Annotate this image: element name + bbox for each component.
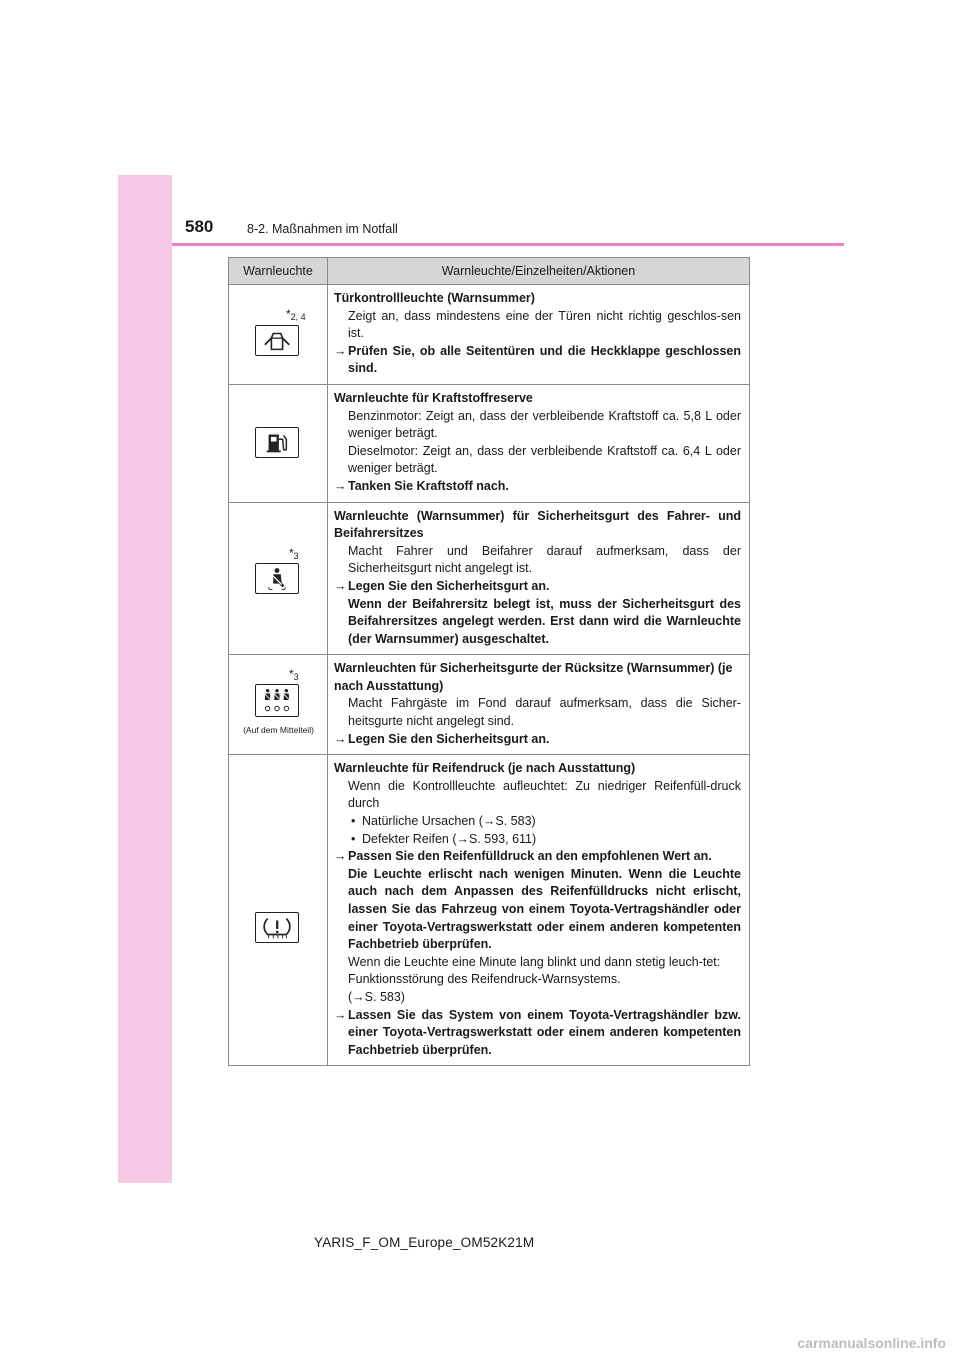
table-row (229, 384, 750, 502)
row-description: Wenn die Leuchte eine Minute lang blinkt und dann stetig leuch-tet: (348, 954, 721, 969)
row-action: → Legen Sie den Sicherheitsgurt an. (334, 731, 741, 749)
row-action: → Prüfen Sie, ob alle Seitentüren und die Heckklappe geschlossen sind. (334, 343, 741, 376)
table-header-row (229, 258, 750, 285)
row-description: (→S. 583) (348, 989, 405, 1004)
row-action-note: Die Leuchte erlischt nach wenigen Minuten. Wenn die Leuchte auch nach dem Anpassen des Reifenfülldrucks nicht erlischt, lassen Sie das Fahrzeug von einem Toyota-Vertragshändler oder einer Toyota-Vertragswerkstatt oder einem anderen kompetenten Fachbetrieb überprüfen. (348, 866, 741, 952)
row-description: Funktionsstörung des Reifendruck-Warnsystems. (348, 972, 621, 987)
column-header-details: Warnleuchte/Einzelheiten/Aktionen (328, 258, 750, 285)
icon-caption: (Auf dem Mittelteil) (243, 725, 314, 736)
details-cell (328, 502, 750, 655)
table-row (229, 285, 750, 385)
list-item: • Defekter Reifen (→S. 593, 611) (351, 831, 537, 846)
icon-cell (229, 502, 328, 655)
row-title: Warnleuchten für Sicherheitsgurte der Rücksitze (Warnsummer) (je nach Ausstattung) (334, 661, 733, 693)
details-cell (328, 384, 750, 502)
column-header-warnleuchte: Warnleuchte (229, 258, 328, 285)
row-description: Macht Fahrgäste im Fond darauf aufmerksam, dass die Sicher-heitsgurte nicht angelegt sind. (348, 696, 741, 729)
icon-cell (229, 655, 328, 755)
section-title: 8-2. Maßnahmen im Notfall (247, 222, 398, 236)
fuel-pump-icon (255, 427, 299, 458)
icon-cell (229, 384, 328, 502)
table-row (229, 655, 750, 755)
icon-cell (229, 285, 328, 385)
page-number: 580 (185, 217, 214, 236)
header-rule (172, 243, 844, 246)
tire-pressure-icon (255, 912, 299, 943)
footnote-marker: $*_3$ (289, 667, 299, 683)
row-action: → Lassen Sie das System von einem Toyota-Vertragshändler bzw. einer Toyota-Vertragswerkstatt oder einem anderen kompetenten Fachbetrieb überprüfen. (334, 1007, 741, 1057)
icon-cell (229, 755, 328, 1066)
row-action: → Legen Sie den Sicherheitsgurt an. (334, 578, 741, 596)
side-margin-band (118, 175, 172, 1183)
arrow-icon: → (334, 731, 347, 746)
row-description: Zeigt an, dass mindestens eine der Türen nicht richtig geschlos-sen ist. (348, 308, 741, 341)
warning-light-table (228, 257, 750, 1066)
list-item: • Natürliche Ursachen (→S. 583) (351, 814, 536, 829)
table-row (229, 755, 750, 1066)
row-action-note: Wenn der Beifahrersitz belegt ist, muss der Sicherheitsgurt des Beifahrersitzes angelegt werden. Erst dann wird die Warnleuchte (der Warnsummer) ausgeschaltet. (348, 596, 741, 646)
details-cell (328, 755, 750, 1066)
rear-seatbelt-icon (255, 684, 299, 717)
arrow-icon: → (334, 849, 347, 864)
watermark: carmanualsonline.info (797, 1335, 946, 1351)
arrow-icon: → (334, 343, 347, 358)
row-title: Warnleuchte (Warnsummer) für Sicherheitsgurt des Fahrer- und Beifahrersitzes (334, 508, 741, 541)
document-id: YARIS_F_OM_Europe_OM52K21M (314, 1235, 535, 1250)
details-cell (328, 285, 750, 385)
row-title: Warnleuchte für Reifendruck (je nach Ausstattung) (334, 761, 636, 776)
row-action: → Tanken Sie Kraftstoff nach. (334, 478, 741, 496)
footnote-marker: $*_3$ (289, 545, 299, 561)
seatbelt-icon (255, 563, 299, 594)
row-description: Benzinmotor: Zeigt an, dass der verbleibende Kraftstoff ca. 5,8 L oder weniger beträgt. (348, 408, 741, 441)
row-description: Macht Fahrer und Beifahrer darauf aufmerksam, dass der Sicherheitsgurt nicht angelegt ist. (348, 543, 741, 576)
row-description: Dieselmotor: Zeigt an, dass der verbleibende Kraftstoff ca. 6,4 L oder weniger beträgt. (348, 443, 741, 476)
arrow-icon: → (334, 578, 347, 593)
door-open-icon (255, 325, 299, 356)
details-cell (328, 655, 750, 755)
row-title: Warnleuchte für Kraftstoffreserve (334, 390, 533, 405)
arrow-icon: → (334, 1007, 347, 1022)
arrow-icon: → (334, 478, 347, 493)
row-title: Türkontrollleuchte (Warnsummer) (334, 291, 535, 305)
table-row (229, 502, 750, 655)
footnote-marker: $*_{2, 4}$ (286, 307, 306, 322)
row-action: → Passen Sie den Reifenfülldruck an den empfohlenen Wert an. (334, 848, 741, 866)
row-description: Wenn die Kontrollleuchte aufleuchtet: Zu niedriger Reifenfüll-druck durch (348, 778, 741, 811)
